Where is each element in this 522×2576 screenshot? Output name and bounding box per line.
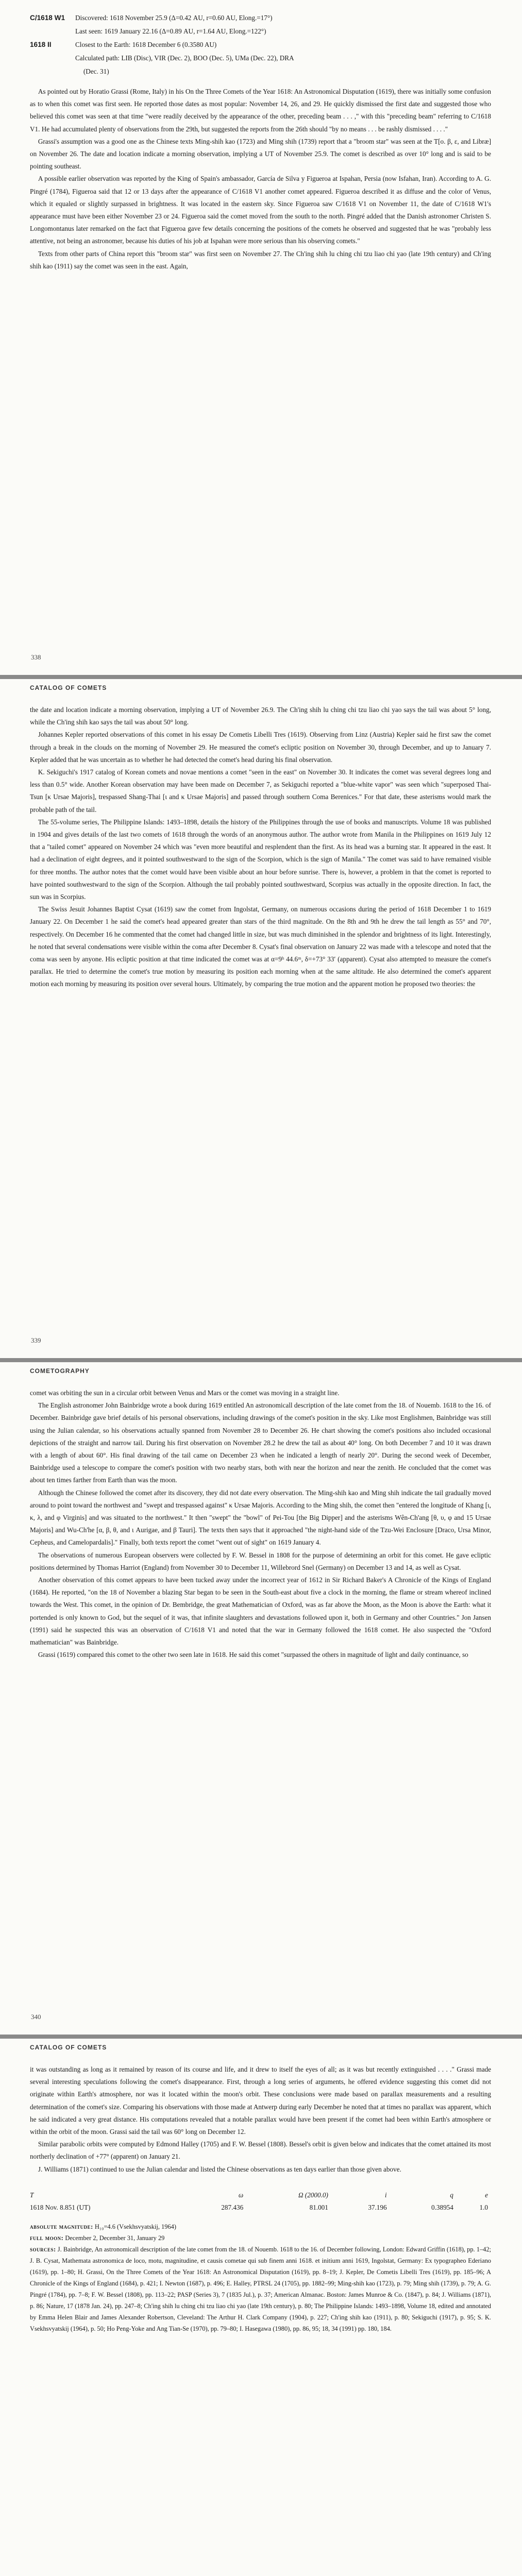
closest-approach-line: Closest to the Earth: 1618 December 6 (0.3580 AU) [75,41,217,48]
entry-notes [30,2221,491,2334]
note-key: absolute magnitude: [30,2223,93,2230]
page-number: 340 [31,2013,41,2021]
book-page-340 [0,1362,522,2035]
comet-designation-primary: C/1618 W1 [30,14,65,22]
body-text [30,704,491,991]
book-page-341 [0,2039,522,2576]
body-text [30,1387,491,1661]
table-header-cell: T [30,2191,34,2199]
book-page-339 [0,679,522,1358]
paragraph: the date and location indicate a morning observation, implying a UT of November 26.9. The Ch'ing shih lu ching chi tzu liao chi yao says the tail was about 5° long, while the Ch'ing shih kao says the tail was about 50° long. [30,706,491,726]
table-cell: 37.196 [368,2203,387,2211]
table-header-cell: Ω (2000.0) [298,2191,328,2199]
table-row [30,2202,491,2213]
discovered-line: Discovered: 1618 November 25.9 (Δ=0.42 AU, r=0.60 AU, Elong.=17°) [75,14,273,22]
paragraph: Another observation of this comet appears to have been tucked away under the incorrect year of 1612 in Sir Richard Baker's A Chronicle of the Kings of England (1684). He reported, "on the 18 of November a blazing Star began to be seen in the South-east about five a clock in the morning, the flame or stream whereof inclined towards the West. This comet, in the opinion of Dr. Bembridge, the great Mathematician of Oxford, was as far above the Moon, as the Moon is above the Earth: what it portended is only known to God, but the sequel of it was, that infinite slaughters and devastations followed upon it, both in Germany and other Countries." Jon Jansen (1991) said he suspected this was an observation of C/1618 V1 and noted that the war in Germany followed the 1618 comet. He also suspected the "Oxford mathematician" was Bainbridge. [30,1576,491,1647]
note-text: J. Bainbridge, An astronomicall description of the late comet from the 18. of Nouemb. 1618 to the 16. of December following, London: Edward Griffin (1618), pp. 1–42; J. B. Cysat, Mathemata astronomica de loco, motu, magnitudine, et causis cometae qui sub finem anni 1618. et initium anni 1619, Ingolstat, Germany: Ex typographeo Ederiano (1619), pp. 1–80; H. Grassi, On the Three Comets of the Year 1618: An Astronomical Disputation (1619), pp. 8–19; J. Kepler, De Cometis Libelli Tres (1619), pp. 185–96; A Chronicle of the Kings of England (1684), p. 421; I. Newton (1687), p. 496; E. Halley, PTRSL 24 (1705), pp. 1882–99; Ming-shih kao (1723), p. 79; Ming shih (1739), p. 79; A. G. Pingré (1784), pp. 7–8; F. W. Bessel (1808), pp. 113–22; PASP (Series 3), 7 (1835 Jul.), p. 37; American Almanac. Boston: James Munroe & Co. (1847), p. 84; J. Williams (1871), p. 86; Nature, 17 (1878 Jan. 24), pp. 247–8; Ch'ing shih lu ching chi tzu liao chi yao (late 19th century), p. 80; The Philippine Islands: 1493–1898, Volume 18, edited and annotated by Emma Helen Blair and James Alexander Robertson, Cleveland: The Arthur H. Clark Company (1904), p. 227; Ch'ing shih kao (1911), p. 80; Sekiguchi (1917), p. 95; S. K. Vsekhsvyatskij (1964), p. 50; Ho Peng-Yoke and Ang Tian-Se (1970), pp. 79–80; I. Hasegawa (1980), pp. 86, 95; 18, 34 (1991) pp. 180, 184. [30,2245,491,2332]
calculated-path-line: Calculated path: LIB (Disc), VIR (Dec. 2), BOO (Dec. 5), UMa (Dec. 22), DRA [75,54,294,62]
paragraph: J. Williams (1871) continued to use the Julian calendar and listed the Chinese observations as ten days earlier than those given above. [38,2165,401,2173]
paragraph: comet was orbiting the sun in a circular orbit between Venus and Mars or the comet was moving in a straight line. [30,1389,340,1397]
paragraph: it was outstanding as long as it remained by reason of its course and life, and it drew to itself the eyes of all; as it was but recently extinguished . . . ." Grassi made several interesting speculations following the comet's disappearance. First, through a long series of arguments, he offered evidence suggesting this comet did not originate within Earth's atmosphere, nor was it located within the moon's orbit. These conclusions were made based on parallax measurements and a resulting determination of the comet's size. Comparing his observations with those made at Antwerp during early December he noted that at times no parallax was apparent, which he said indicated a very great distance. His computations revealed that a notable parallax would have been present if the comet had been within Earth's atmosphere or within the orbit of the moon. Grassi said the tail was 60° long on December 12. [30,2065,491,2136]
table-header-cell: e [485,2191,488,2199]
table-header-cell: i [384,2191,387,2199]
note-text: H₁₀=4.6 (Vsekhsvyatskij, 1964) [94,2223,176,2230]
paragraph: Texts from other parts of China report this "broom star" was first seen on November 27. The Ch'ing shih lu ching chi tzu liao chi yao (late 19th century) and Ch'ing shih kao (1911) say the comet was seen in the east. Again, [30,249,491,270]
page-number: 338 [31,653,41,661]
last-seen-line: Last seen: 1619 January 22.16 (Δ=0.89 AU, r=1.64 AU, Elong.=122°) [75,27,266,35]
running-head: CATALOG OF COMETS [30,2044,107,2051]
table-cell: 81.001 [309,2203,328,2211]
body-text [30,2063,491,2176]
note-key: sources: [30,2245,56,2253]
paragraph: The English astronomer John Bainbridge wrote a book during 1619 entitled An astronomicall description of the late comet from the 18. of Nouemb. 1618 to the 16. of December. Bainbridge gave brief details of his personal observations, including drawings of the comet's position in the sky. Like most Englishmen, Bainbridge was still using the Julian calendar, so his observations actually spanned from November 28 to December 26. He chart showing the comet's positions also included occasional depictions of the straight and narrow tail. During his first observation on November 28.2 he drew the tail as about 40° long. On both December 7 and 10 it was drawn with a length of about 60°. His final drawing of the tail came on December 23 when he indicated a length of nearly 20°. During the second week of December, Bainbridge used a telescope to compare the comet's position with two nearby stars, both with near the horizon and near the zenith. He concluded that the comet was about ten times farther from Earth than was the moon. [30,1401,491,1484]
table-cell: 287.436 [221,2203,244,2211]
comet-designation-secondary: 1618 II [30,41,52,48]
comet-entry-fields [75,11,491,78]
paragraph: K. Sekiguchi's 1917 catalog of Korean comets and novae mentions a comet "seen in the east" on November 30. It indicates the comet was several degrees long and less than 0.5° wide. Another Korean observation may have been made on December 7, as Sekiguchi reported a "blue-white vapor" was seen which "superposed Thai-Tsun [κ Ursae Majoris], trespassed Shang-Thai [ι and κ Ursae Majoris] and passed through southern Coma Berenices." For that date, these asterisms would mark the probable path of the tail. [30,768,491,814]
comet-entry-header [30,11,491,78]
book-page-338 [0,0,522,675]
comet-designations [30,11,75,78]
full-moon-note [30,2232,491,2244]
orbital-elements-table [30,2191,491,2213]
body-text [30,86,491,273]
note-text: December 2, December 31, January 29 [65,2234,165,2242]
table-cell: 0.38954 [431,2203,453,2211]
calculated-path-continuation: (Dec. 31) [83,67,109,75]
sources-note [30,2244,491,2334]
paragraph: The Swiss Jesuit Johannes Baptist Cysat (1619) saw the comet from Ingolstat, Germany, on numerous occasions during the period of 1618 December 1 to 1619 January 22. On December 1 he said the comet's head appeared greater than stars of the third magnitude. On the 8th and 9th he drew the tail length as 55° and 70°, respectively. On December 16 he commented that the comet had changed little in size, but was much diminished in the splendor and brightness of its light. Interestingly, he noted that several condensations were visible within the coma after December 8. Cysat's final observation on January 22 was made with a telescope and noted that the coma was seen by anyone. His ecliptic position at that time indicated the comet was at α=9ʰ 44.6ᵐ, δ=+73° 33′ (apparent). Cysat also attempted to measure the comet's parallax. He tried to determine the comet's true motion by measuring its position each morning when at the same altitude. He also determined the comet's apparent motion each morning by measuring its position over several hours. Ultimately, by comparing the true motion and the apparent motion he proposed two theories: the [30,905,491,988]
table-cell: 1618 Nov. 8.851 (UT) [30,2203,91,2211]
running-head: CATALOG OF COMETS [30,684,107,691]
running-head: COMETOGRAPHY [30,1367,90,1375]
table-header-cell: q [450,2191,453,2199]
table-header-row [30,2191,491,2202]
paragraph: Johannes Kepler reported observations of this comet in his essay De Cometis Libelli Tres (1619). Observing from Linz (Austria) Kepler said he first saw the comet through a break in the clouds on the morning of November 29. He measured the comet's ecliptic position on November 30, through December, and up to January 7. Kepler added that he was uncertain as to whether he had detected the comet's head during his final observation. [30,731,491,764]
paragraph: A possible earlier observation was reported by the King of Spain's ambassador, García de Silva y Figueroa at Ispahan, Persia (now Isfahan, Iran). According to A. G. Pingré (1784), Figueroa said that 12 or 13 days after the appearance of C/1618 V1 another comet appeared. Figueroa described it as diffuse and the color of Venus, which it equaled or slightly surpassed in brightness. It was located in the eastern sky. Since Figueroa saw C/1618 V1 on November 11, the date of C/1618 W1's appearance must have been either November 23 or 24. Figueroa said the comet moved from the south to the north. Pingré added that the Danish astronomer Christen S. Longomontanus later remarked on the fact that Figueroa gave few details concerning the positions of the comets he observed and suggested that he was "probably less attentive, not being an astronomer, because his duties of his job at Ispahan were more serious than his observing comets." [30,175,491,245]
table-cell: 1.0 [479,2203,488,2211]
paragraph: The 55-volume series, The Philippine Islands: 1493–1898, details the history of the Philippines through the use of books and manuscripts. Volume 18 was published in 1904 and gives details of the last two comets of 1618 through the words of an anonymous author. The author wrote from Manila in the Philippines on 1619 July 12 that a "tailed comet" appeared on November 24 which was "even more beautiful and resplendent than the first. As its head was a burning star. It appeared in the east. It had a declination of eight degrees, and it pointed southwestward to the sign of the Scorpion, which is the sign of Manila." The comet was said to have remained visible for three months. The author notes that the comet would have been visible about an hour before sunrise. There is, however, a problem in that the comet is reported to have pointed southwestward to the sign of the Scorpion. Although the tail probably pointed southwestward, Scorpius was actually in the opposite direction. In fact, the sun was in Scorpius. [30,818,491,901]
paragraph: Similar parabolic orbits were computed by Edmond Halley (1705) and F. W. Bessel (1808). Bessel's orbit is given below and indicates that the comet attained its most northerly declination of +77° (apparent) on January 21. [30,2140,491,2161]
paragraph: Grassi (1619) compared this comet to the other two seen late in 1618. He said this comet "surpassed the others in magnitude of light and daily continuance, so [38,1651,468,1659]
paragraph: The observations of numerous European observers were collected by F. W. Bessel in 1808 for the purpose of determining an orbit for this comet. He gave ecliptic positions determined by Thomas Harriot (England) from November 30 to December 11, Willebrord Snel (Germany) on December 13 and 14, as well as Cysat. [30,1551,491,1571]
absolute-magnitude-note [30,2221,491,2232]
paragraph: As pointed out by Horatio Grassi (Rome, Italy) in his On the Three Comets of the Year 1618: An Astronomical Disputation (1619), there was initially some confusion as to when this comet was first seen. He reported those dates as most popular: November 14, 26, and 29. He quickly dismissed the first date and suggested those who believed this comet was seen at that time "were readily deceived by the appearance of the other, preceding beam . . . ," with this "preceding beam" referring to C/1618 V1. He had accumulated plenty of observations from the 29th, but suggested the reports from the 26th should "by no means . . . be rashly dismissed . . . ." [30,88,491,133]
paragraph: Grassi's assumption was a good one as the Chinese texts Ming-shih kao (1723) and Ming shih (1739) report that a "broom star" was seen at the T[o. β, ε, and Libræ] on November 26. The date and location indicate a morning observation, implying a UT of November 25.9. The comet is described as over 10° long and is said to be pointing southeast. [30,137,491,171]
page-number: 339 [31,1336,41,1344]
paragraph: Although the Chinese followed the comet after its discovery, they did not date every observation. The Ming-shih kao and Ming shih indicate the tail gradually moved around to point toward the northwest and "swept and trespassed against" κ Ursae Majoris. According to the Ming shih, the comet then "entered the longitude of Khang [ι, κ, λ, and φ Virginis] and was situated to the northwest." It then "swept" the "bowl" of Pei-Tou [the Big Dipper] and the asterisms Wên-Ch'ang [θ, υ, φ and 15 Ursae Majoris] and Wu-Ch'he [α, β, θ, and ι Aurigae, and β Tauri]. The texts then says that it approached "the night-hand side of the Tzu-Wei Enclosure [Draco, Ursa Minor, Cepheus, and Camelopardalis]." Finally, both texts report the comet "went out of sight" on 1619 January 4. [30,1488,491,1547]
table-header-cell: ω [238,2191,244,2199]
note-key: full moon: [30,2234,64,2242]
